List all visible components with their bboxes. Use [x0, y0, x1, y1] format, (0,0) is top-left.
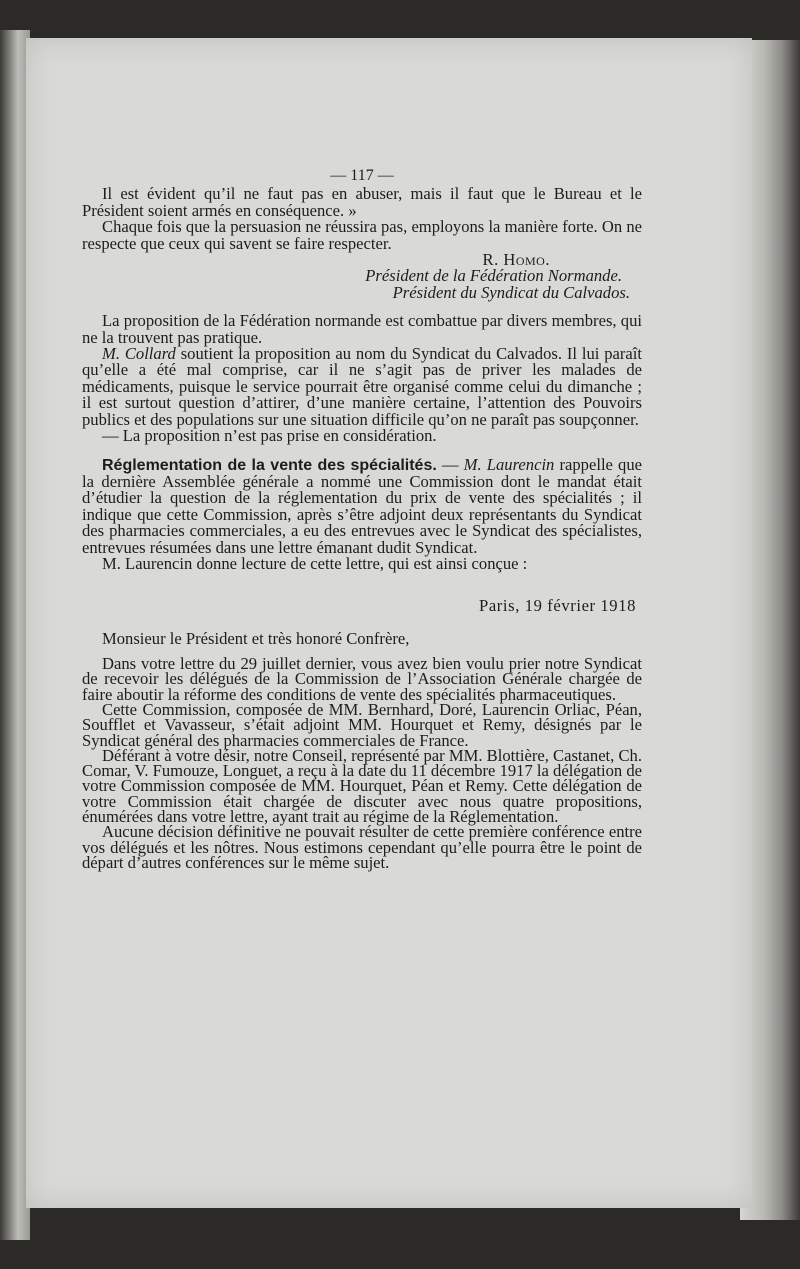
- signature-name: R. Homo.: [482, 250, 550, 270]
- paragraph-reglementation: [82, 454, 643, 557]
- paragraph-lecture: M. Laurencin donne lecture de cette lettre, qui est ainsi conçue :: [102, 553, 528, 573]
- section-heading: Réglementation de la vente des spécialités.: [102, 456, 437, 474]
- paragraph-opposition: La proposition de la Fédération normande est combattue par divers membres, qui ne la trouvent pas pratique.: [82, 311, 642, 347]
- speaker-laurencin: M. Laurencin: [463, 454, 555, 474]
- spacer: [82, 572, 642, 598]
- letter-paragraph-4: Aucune décision définitive ne pouvait résulter de cette première conférence entre vos délégués et les nôtres. Nous estimons cependant qu’elle pourra être le point de départ d’autres conférences sur le même sujet.: [82, 822, 642, 872]
- page-text-block: [82, 168, 642, 870]
- paragraph-abuse: Il est évident qu’il ne faut pas en abuser, mais il faut que le Bureau et le Président soient armés en conséquence. »: [82, 184, 642, 220]
- letter-paragraph-3: Déférant à votre désir, notre Conseil, représenté par MM. Blottière, Castanet, Ch. Comar, V. Fumouze, Longuet, a reçu à la date du 11 décembre 1917 la délégation de votre Commission composée de MM. Hourquet, Péan et Remy. Cette délégation de votre Commission était chargée de discuter avec nous quatre propositions, énumérées dans votre lettre, ayant trait au régime de la Réglementation.: [82, 745, 642, 827]
- letter-paragraph-2: Cette Commission, composée de MM. Bernhard, Doré, Laurencin Orliac, Péan, Soufflet et Vavasseur, s’était adjoint MM. Hourquet et Remy, désignés par le Syndicat général des pharmacies commerciales de France.: [82, 699, 642, 750]
- letter-dateline: Paris, 19 février 1918: [479, 596, 636, 616]
- laurencin-text: rappelle que la dernière Assemblée générale a nommé une Commission dont le mandat était d’étudier la question de la réglementation du prix de vente des spécialités ; il indique que cette Commission, après s’être adjoint deux représentants du Syndicat des pharmacies commerciales, a eu des entrevues avec le Syndicat des spécialistes, entrevues résumées dans une lettre émanant dudit Syndicat.: [82, 454, 643, 557]
- heading-dash: —: [436, 454, 464, 474]
- letter-salutation: Monsieur le Président et très honoré Confrère,: [102, 628, 410, 648]
- paragraph-rejection: — La proposition n’est pas prise en considération.: [102, 426, 437, 446]
- speaker-collard: M. Collard: [102, 344, 176, 364]
- letter-body: [82, 628, 642, 872]
- paragraph-collard: [82, 346, 642, 428]
- letter-paragraph-1: Dans votre lettre du 29 juillet dernier, vous avez bien voulu prier notre Syndicat de recevoir les délégués de la Commission de l’Association Générale chargée de faire aboutir la réforme des conditions de vente des spécialités pharmaceutiques.: [82, 654, 642, 704]
- page-number: — 117 —: [330, 167, 394, 184]
- collard-text: soutient la proposition au nom du Syndicat du Calvados. Il lui paraît qu’elle a été mal comprise, car il ne s’agit pas de priver les malades de médicaments, puisque le service pourrait être organisé comme celui du dimanche ; il est surtout question d’attirer, d’une manière certaine, l’attention des Pouvoirs publics et des populations sur une situation difficile qu’on ne paraît pas soupçonner.: [82, 344, 643, 429]
- signature-title-syndicat: Président du Syndicat du Calvados.: [392, 282, 630, 302]
- signature-title-federation: Président de la Fédération Normande.: [365, 266, 622, 286]
- paragraph-persuasion: Chaque fois que la persuasion ne réussira pas, employons la manière forte. On ne respecte que ceux qui savent se faire respecter.: [82, 217, 642, 253]
